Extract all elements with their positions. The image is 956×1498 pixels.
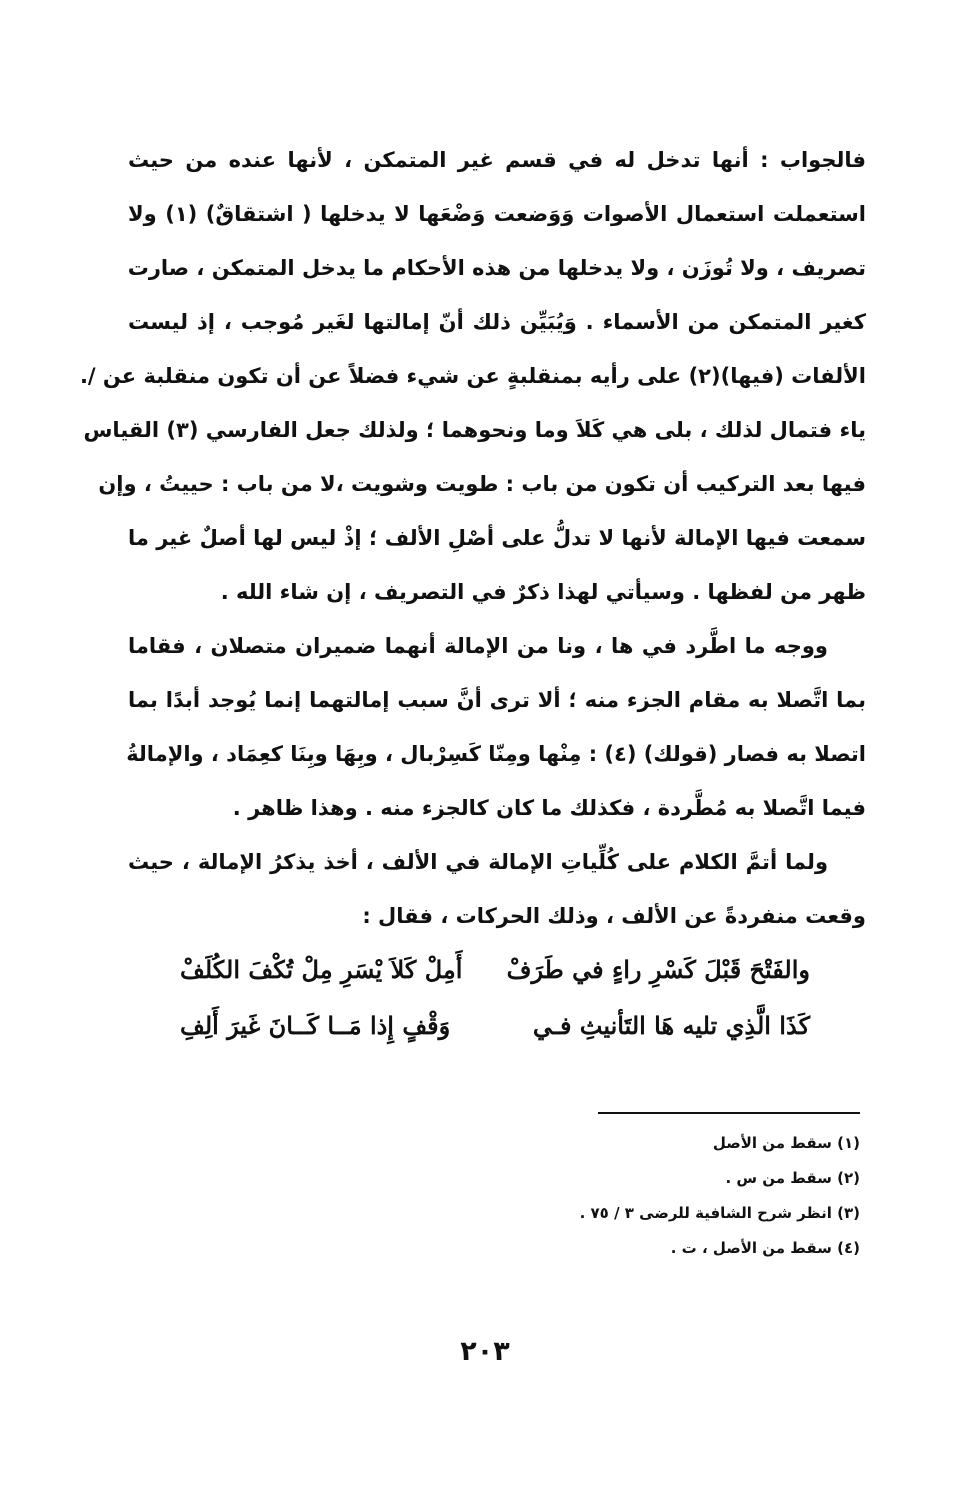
verse-second-hemistich: أَمِلْ كَلاَ يْسَرِ مِلْ تُكْفَ الكُلَفْ	[180, 955, 463, 984]
text-line: ياء فتمال لذلك ، بلى هي كَلاَ وما ونحوهما ؛ ولذلك جعل الفارسي (٣) القياس	[83, 418, 866, 442]
text-line: بما اتَّصلا به مقام الجزء منه ؛ ألا ترى أنَّ سبب إمالتهما إنما يُوجد أبدًا بما	[128, 688, 866, 712]
text-line: تصريف ، ولا تُوزَن ، ولا يدخلها من هذه الأحكام ما يدخل المتمكن ، صارت	[127, 256, 866, 280]
main-text	[79, 133, 866, 943]
paragraph-start-line: ولما أتمَّ الكلام على كُلِّياتِ الإمالة في الألف ، أخذ يذكرُ الإمالة ، حيث	[128, 850, 828, 874]
footnote-separator	[598, 1112, 860, 1114]
text-line: فيها بعد التركيب أن تكون من باب : طويت وشويت ،لا من باب : حييتُ ، وإن	[98, 472, 866, 496]
text-line: كغير المتمكن من الأسماء . وَيُبَيِّن ذلك أنّ إمالتها لغَير مُوجب ، إذ ليست	[128, 310, 866, 334]
footnote: (٣) انظر شرح الشافية للرضى ٣ / ٧٥ .	[579, 1204, 860, 1222]
text-line: وقعت منفردةً عن الألف ، وذلك الحركات ، فقال :	[362, 904, 866, 928]
verse-second-hemistich: وَقْفٍ إِذا مَــا كَــانَ غَيرَ أَلِفِ	[180, 1011, 451, 1040]
paragraph-start-line: ووجه ما اطَّرد في ها ، ونا من الإمالة أنهما ضميران متصلان ، فقاما	[128, 634, 828, 658]
verse-first-hemistich: كَذَا الَّذِي تليه هَا التَأنيثِ فـي	[532, 1011, 810, 1040]
text-line: فالجواب : أنها تدخل له في قسم غير المتمكن ، لأنها عنده من حيث	[128, 148, 866, 172]
text-line: سمعت فيها الإمالة لأنها لا تدلُّ على أصْلِ الألف ؛ إذْ ليس لها أصلٌ غير ما	[128, 526, 866, 550]
verse-line	[180, 998, 810, 1054]
verse-line	[180, 942, 810, 998]
verse-first-hemistich: والفَتْحَ قَبْلَ كَسْرِ راءٍ في طَرَفْ	[506, 955, 810, 984]
text-line: الألفات (فيها)(٢) على رأيه بمنقلبةٍ عن شيء فضلاً عن أن تكون منقلبة عن /.	[79, 364, 866, 388]
text-line: فيما اتَّصلا به مُطَّردة ، فكذلك ما كان كالجزء منه . وهذا ظاهر .	[232, 796, 866, 820]
footnotes	[440, 1126, 860, 1266]
text-line: ظهر من لفظها . وسيأتي لهذا ذكرٌ في التصريف ، إن شاء الله .	[220, 580, 866, 604]
text-line: اتصلا به فصار (قولك) (٤) : مِنْها ومِنّا كَسِرْبال ، وبِهَا وبِنَا كعِمَاد ، والإمالةُ	[126, 742, 866, 766]
footnote: (١) سقط من الأصل	[712, 1134, 860, 1152]
footnote: (٢) سقط من س .	[725, 1169, 860, 1187]
text-line: استعملت استعمال الأصوات وَوَضعت وَضْعَها لا يدخلها ( اشتقاقٌ) (١) ولا	[128, 202, 866, 226]
footnote: (٤) سقط من الأصل ، ت .	[670, 1239, 860, 1257]
page-number: ٢٠٣	[460, 1336, 510, 1367]
